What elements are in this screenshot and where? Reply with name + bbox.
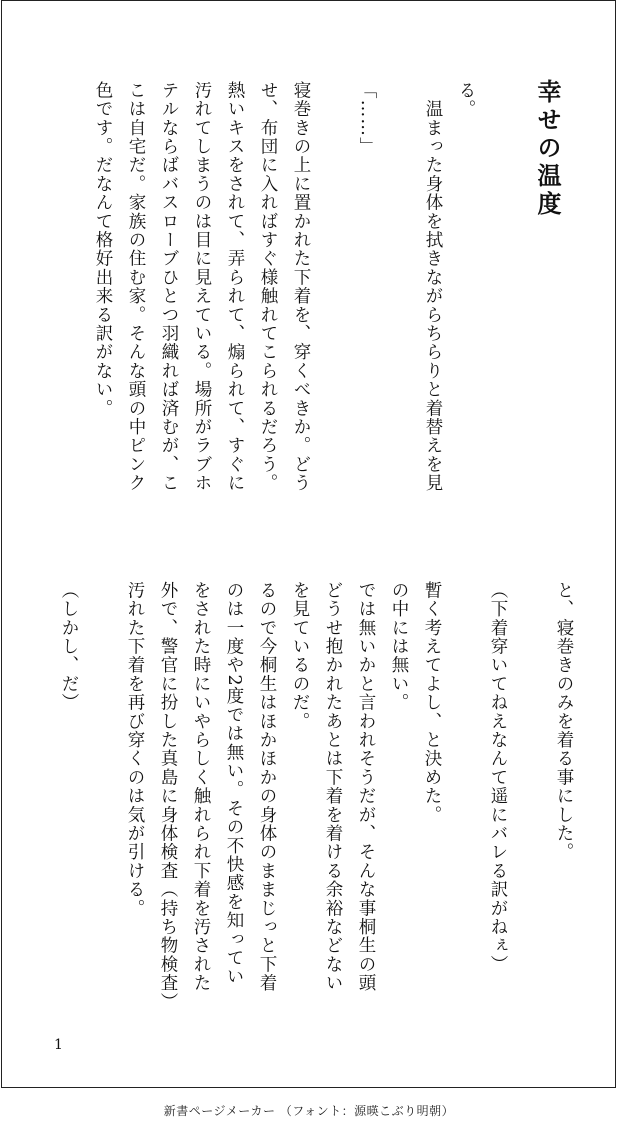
generator-credit: 新書ページメーカー （フォント：源暎こぶり明朝） (163, 1104, 455, 1118)
upper-text-block: る。 温まった身体を拭きながらちらりと着替えを見 「……」 寝巻きの上に置かれた下着を、穿くべきか。どう せ、布団に入ればすぐ様触れてこられるだろう。 熱いキスをされて、弄られて、煽られて、すぐに 汚れてしまうのは目に見えている。場所がラブホ テルならばバスローブひとつ羽織れば済むが、こ こは自宅だ。家族の住む家。そんな頭の中ピンク 色です。だなんて格好出来る訳がない。 (93, 81, 476, 493)
lower-text-block: と、寝巻きのみを着る事にした。 （下着穿いてねえなんて遥にバレる訳がねぇ） 暫く考えてよし、と決めた。 の中には無い。 では無いかと言われそうだが、そんな事桐生の頭 どうせ抱かれたあとは下着を着ける余裕などない を見ているのだ。 るので今桐生はほかほかの身体のままじっと下着 のは一度や2度では無い。その不快感を知ってい をされた時にいやらしく触れられ下着を汚された 外で、警官に扮した真島に身体検査（持ち物検査） 汚れた下着を再び穿くのは気が引ける。 （しかし、だ） (59, 581, 574, 1012)
book-page (1, 0, 616, 1088)
page-number: 1 (54, 1037, 63, 1053)
story-title: 幸せの温度 (533, 79, 562, 219)
